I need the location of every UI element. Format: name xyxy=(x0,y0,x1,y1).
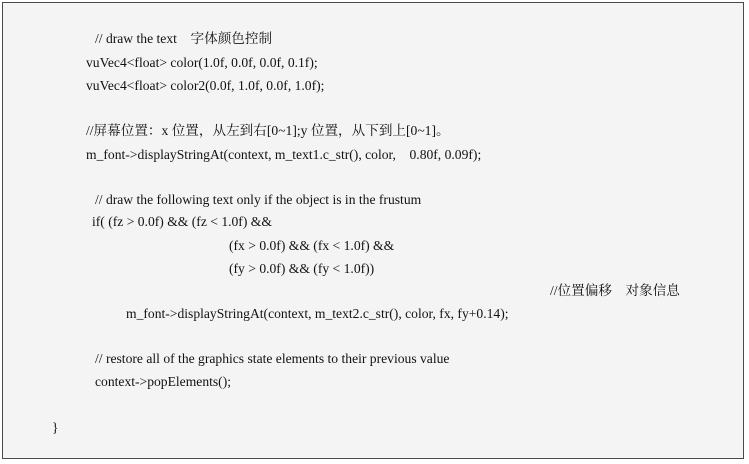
code-line-display-string-text2: m_font->displayStringAt(context, m_text2.c_str(), color, fx, fy+0.14); xyxy=(126,306,509,321)
code-line-comment-screen-position: //屏幕位置：x 位置，从左到右[0~1];y 位置，从下到上[0~1]。 xyxy=(86,123,450,138)
code-line-if-fz: if( (fz > 0.0f) && (fz < 1.0f) && xyxy=(92,214,272,229)
code-line-condition-fx: (fx > 0.0f) && (fx < 1.0f) && xyxy=(229,238,395,253)
code-line-display-string-text1: m_font->displayStringAt(context, m_text1.c_str(), color, 0.80f, 0.09f); xyxy=(86,147,482,162)
code-line-comment-frustum: // draw the following text only if the object is in the frustum xyxy=(95,192,422,207)
code-line-pop-elements: context->popElements(); xyxy=(95,374,232,389)
code-line-comment-draw-text: // draw the text 字体颜色控制 xyxy=(95,31,273,46)
code-line-closing-brace: } xyxy=(52,420,59,435)
code-line-color2-declaration: vuVec4<float> color2(0.0f, 1.0f, 0.0f, 1.0f); xyxy=(86,78,325,93)
code-line-color-declaration: vuVec4<float> color(1.0f, 0.0f, 0.0f, 0.1f); xyxy=(86,55,318,70)
code-line-comment-offset: //位置偏移 对象信息 xyxy=(550,283,680,298)
code-line-condition-fy: (fy > 0.0f) && (fy < 1.0f)) xyxy=(229,261,375,276)
code-line-comment-restore: // restore all of the graphics state elements to their previous value xyxy=(95,351,450,366)
